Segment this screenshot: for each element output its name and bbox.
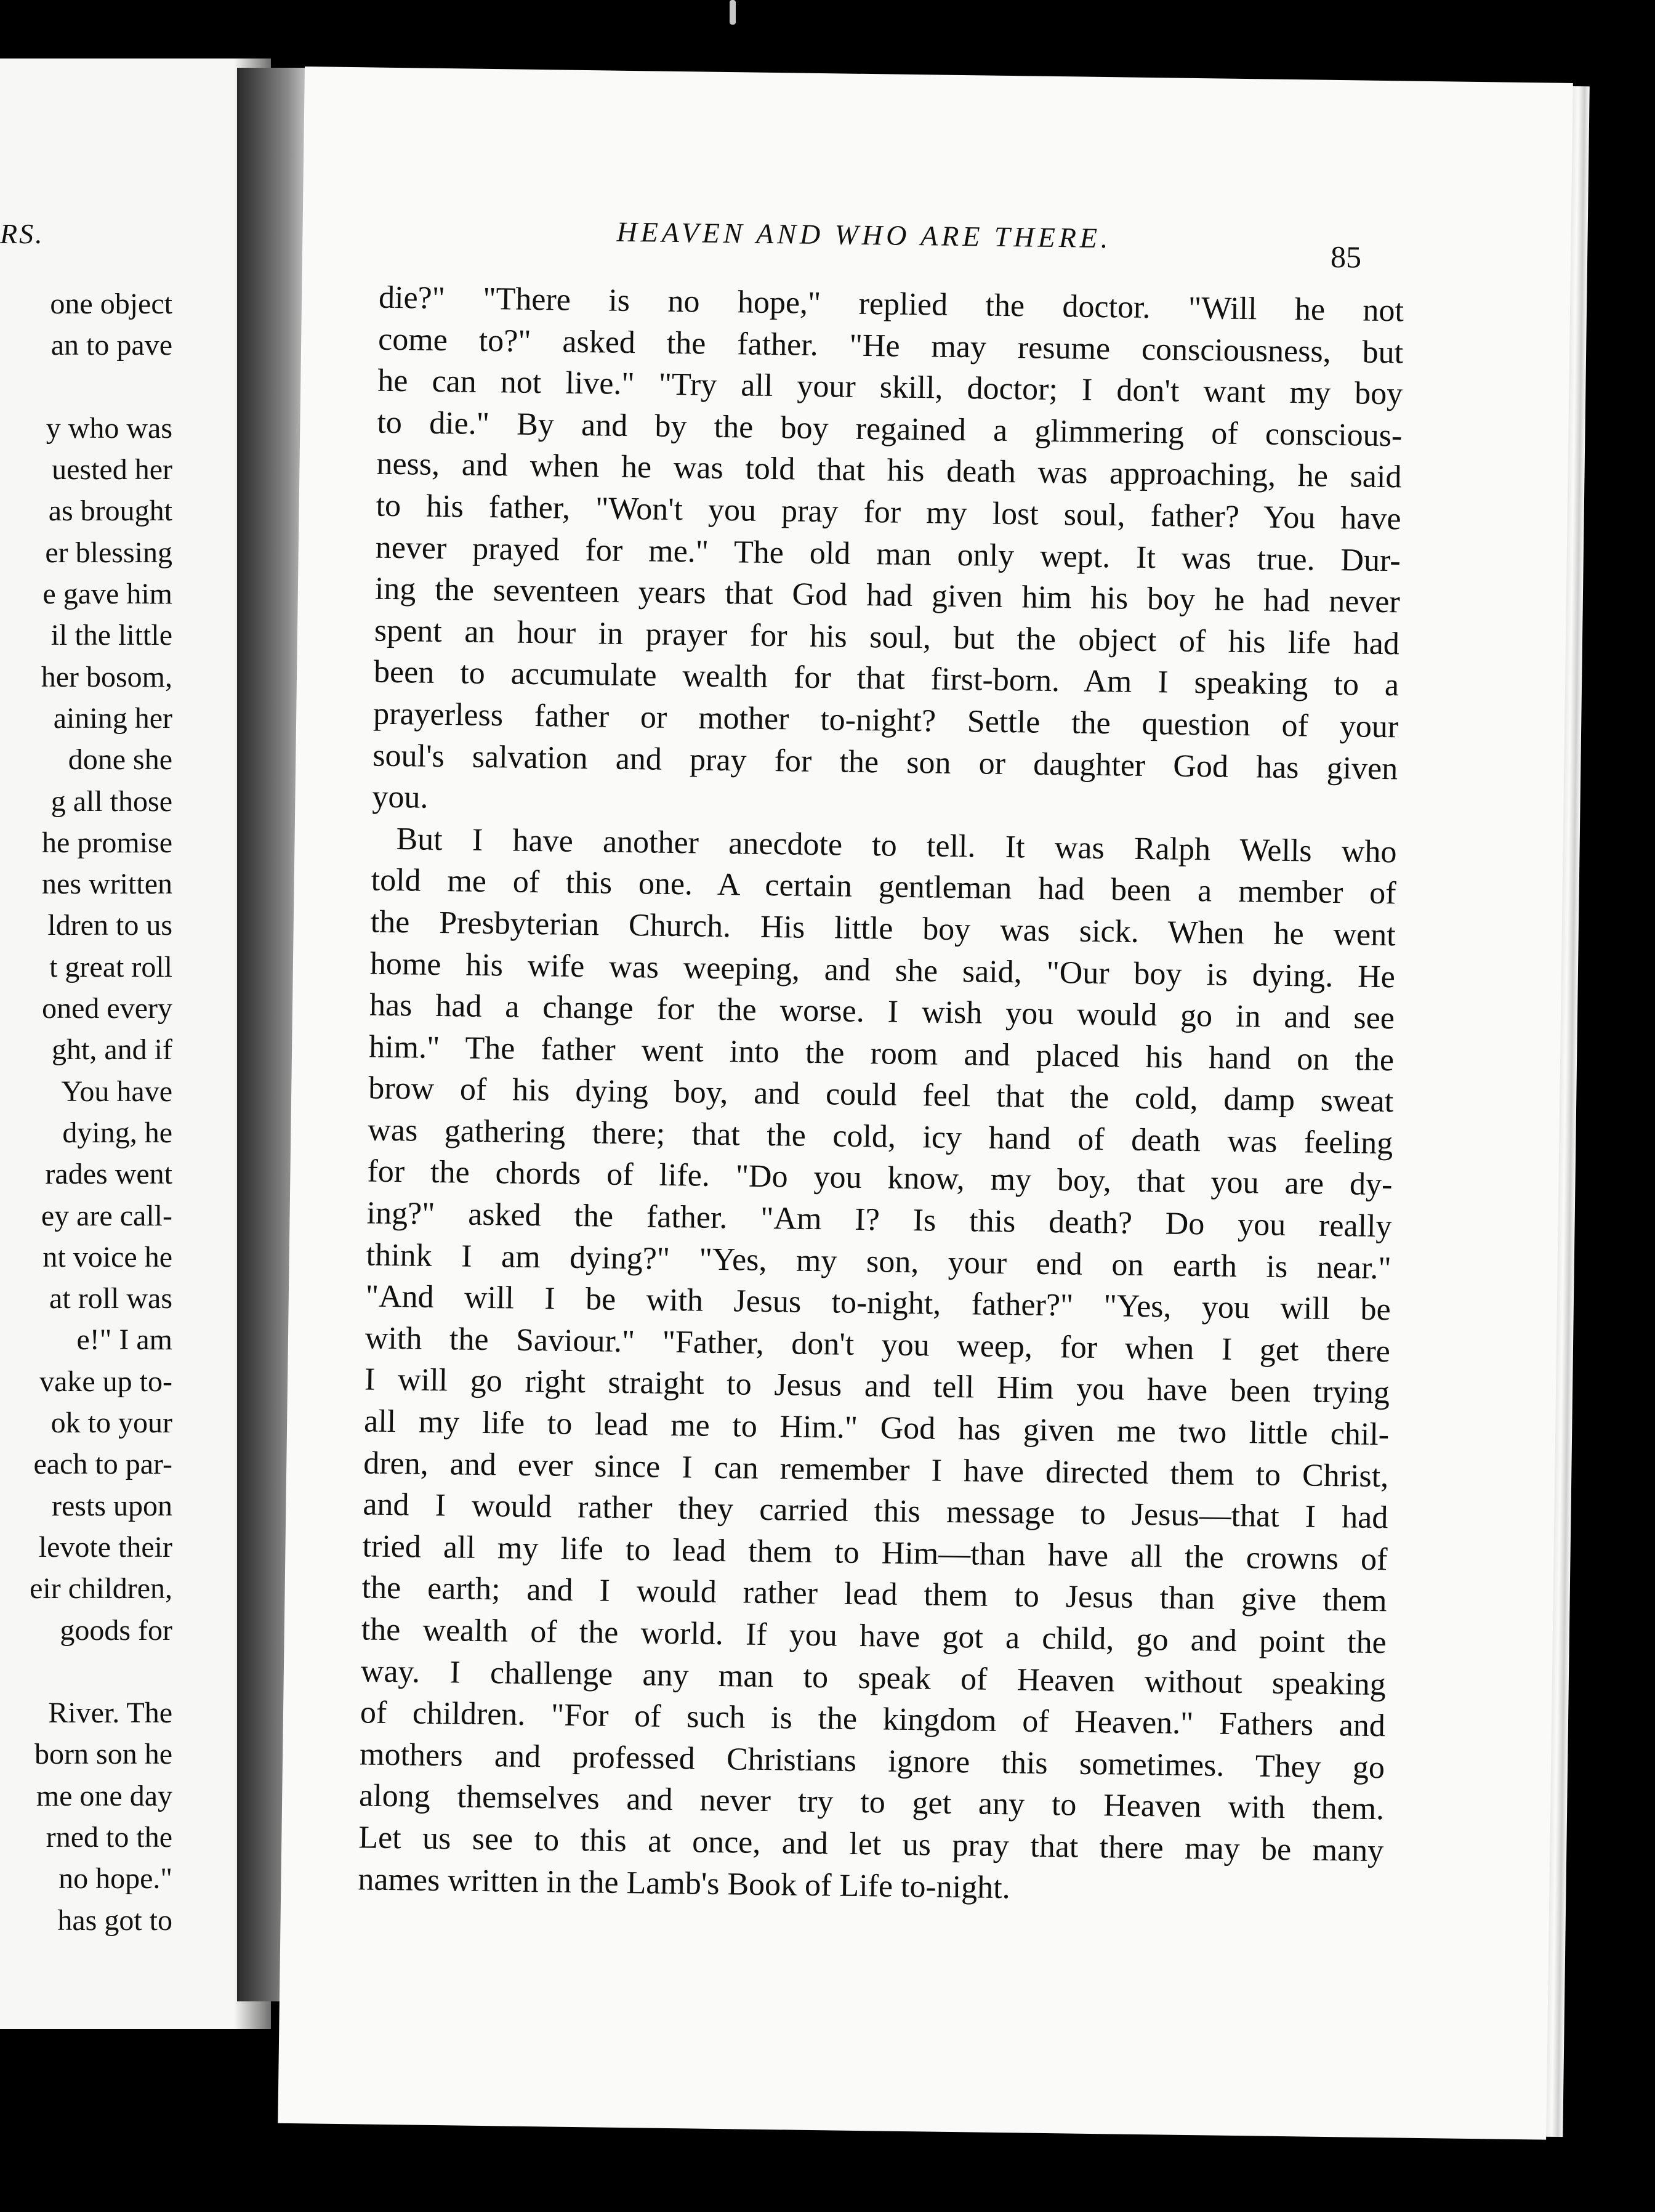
text-line: him." The father went into the room and placed his hand on the — [368, 1029, 1395, 1078]
left-line: vake up to- — [39, 1365, 172, 1398]
text-line: dren, and ever since I can remember I have directed them to Christ, — [363, 1445, 1389, 1494]
left-line: uested her — [52, 453, 172, 486]
text-line: never prayed for me." The old man only wept. It was true. Dur- — [375, 530, 1401, 578]
text-line: all my life to lead me to Him." God has given me two little chil- — [363, 1403, 1390, 1453]
text-line: has had a change for the worse. I wish you would go in and see — [369, 987, 1395, 1036]
left-line: il the little — [50, 619, 172, 652]
left-line: at roll was — [49, 1282, 172, 1315]
left-line: You have — [61, 1075, 172, 1108]
text-line: But I have another anecdote to tell. It was Ralph Wells who — [396, 821, 1397, 870]
scan-speck — [730, 0, 736, 25]
left-line: t great roll — [49, 950, 172, 983]
left-line: an to pave — [50, 329, 172, 362]
left-line: e gave him — [42, 578, 172, 611]
text-line: think I am dying?" "Yes, my son, your end on earth is near." — [366, 1237, 1391, 1286]
left-line: her bosom, — [41, 660, 172, 693]
text-line: for the chords of life. "Do you know, my boy, that you are dy- — [367, 1153, 1393, 1203]
left-line: ght, and if — [52, 1033, 172, 1067]
left-line: ok to your — [50, 1407, 172, 1440]
left-line: rades went — [45, 1158, 172, 1191]
text-line: been to accumulate wealth for that first-born. Am I speaking to a — [373, 654, 1399, 703]
left-line — [0, 1651, 172, 1692]
left-line: one object — [50, 288, 172, 320]
left-line: nes written — [42, 868, 172, 901]
text-line: to die." By and by the boy regained a glimmering of conscious- — [377, 405, 1403, 454]
text-line: along themselves and never try to get any to Heaven with them. — [358, 1778, 1385, 1827]
left-line: y who was — [46, 411, 172, 445]
left-running-head: RS. — [0, 218, 44, 249]
text-line: he can not live." "Try all your skill, doctor; I don't want my boy — [377, 363, 1403, 412]
left-line — [0, 366, 172, 408]
text-line: was gathering there; that the cold, icy hand of death was feeling — [368, 1112, 1393, 1161]
body-text — [358, 277, 1404, 1914]
left-line: River. The — [48, 1697, 172, 1730]
left-line: ey are call- — [41, 1199, 172, 1232]
text-line: the earth; and I would rather lead them to Jesus than give them — [361, 1570, 1387, 1619]
text-line: tried all my life to lead them to Him—than have all the crowns of — [362, 1528, 1388, 1578]
left-line: each to par- — [33, 1448, 172, 1481]
left-line: er blessing — [45, 536, 172, 569]
text-line: names written in the Lamb's Book of Life to-night. — [358, 1861, 1011, 1905]
text-line: prayerless father or mother to-night? Settle the question of your — [372, 696, 1399, 745]
left-page-text — [0, 283, 172, 1941]
left-line: oned every — [42, 992, 172, 1025]
text-line: the Presbyterian Church. His little boy was sick. When he went — [370, 904, 1396, 953]
left-line: rned to the — [46, 1820, 172, 1854]
left-line: done she — [68, 743, 172, 777]
left-line: levote their — [38, 1530, 172, 1564]
left-line: as brought — [48, 494, 172, 528]
left-line: me one day — [36, 1779, 172, 1812]
text-line: ness, and when he was told that his death was approaching, he said — [376, 446, 1402, 495]
left-line: nt voice he — [42, 1240, 172, 1274]
left-line: rests upon — [52, 1489, 172, 1522]
text-line: Let us see to this at once, and let us pray that there may be many — [358, 1820, 1384, 1869]
text-line: die?" "There is no hope," replied the doctor. "Will he not — [378, 280, 1404, 329]
text-line: spent an hour in prayer for his soul, but the object of his life had — [374, 613, 1400, 662]
text-line: soul's salvation and pray for the son or daughter God has given — [372, 738, 1398, 786]
page-number: 85 — [1330, 239, 1362, 275]
text-line: "And will I be with Jesus to-night, father?" "Yes, you will be — [365, 1278, 1391, 1328]
left-line: no hope." — [58, 1862, 172, 1895]
text-line: the wealth of the world. If you have got a child, go and point the — [361, 1612, 1387, 1661]
text-line: ing the seventeen years that God had given him his boy he had never — [374, 571, 1401, 620]
text-line: to his father, "Won't you pray for my lost soul, father? You have — [376, 488, 1401, 537]
text-line: with the Saviour." "Father, don't you weep, for when I get there — [364, 1320, 1391, 1370]
text-line: I will go right straight to Jesus and tell Him you have been trying — [364, 1362, 1390, 1411]
left-line: born son he — [34, 1738, 172, 1771]
left-line: dying, he — [62, 1116, 172, 1149]
text-line: you. — [372, 779, 429, 815]
text-line: and I would rather they carried this message to Jesus—that I had — [363, 1487, 1388, 1536]
text-line: told me of this one. A certain gentleman had been a member of — [371, 862, 1396, 911]
left-line: g all those — [50, 785, 172, 818]
left-line: e!" I am — [76, 1323, 172, 1357]
text-line: mothers and professed Christians ignore this sometimes. They go — [359, 1737, 1385, 1785]
right-page — [278, 67, 1573, 2140]
left-line: ldren to us — [47, 909, 172, 942]
left-line: he promise — [42, 826, 172, 859]
text-line: way. I challenge any man to speak of Heaven without speaking — [360, 1653, 1387, 1702]
text-line: ing?" asked the father. "Am I? Is this death? Do you really — [366, 1195, 1392, 1245]
running-head: HEAVEN AND WHO ARE THERE. — [616, 216, 1112, 254]
left-page — [0, 59, 271, 2029]
left-line: aining her — [53, 701, 172, 735]
text-line: come to?" asked the father. "He may resume consciousness, but — [377, 321, 1404, 370]
text-line: home his wife was weeping, and she said, "Our boy is dying. He — [369, 946, 1396, 995]
text-line: brow of his dying boy, and could feel that the cold, damp sweat — [368, 1070, 1394, 1120]
left-line: eir children, — [30, 1572, 172, 1605]
left-line: has got to — [57, 1903, 172, 1937]
text-line: of children. "For of such is the kingdom of Heaven." Fathers and — [360, 1695, 1386, 1744]
left-line: goods for — [60, 1613, 172, 1647]
